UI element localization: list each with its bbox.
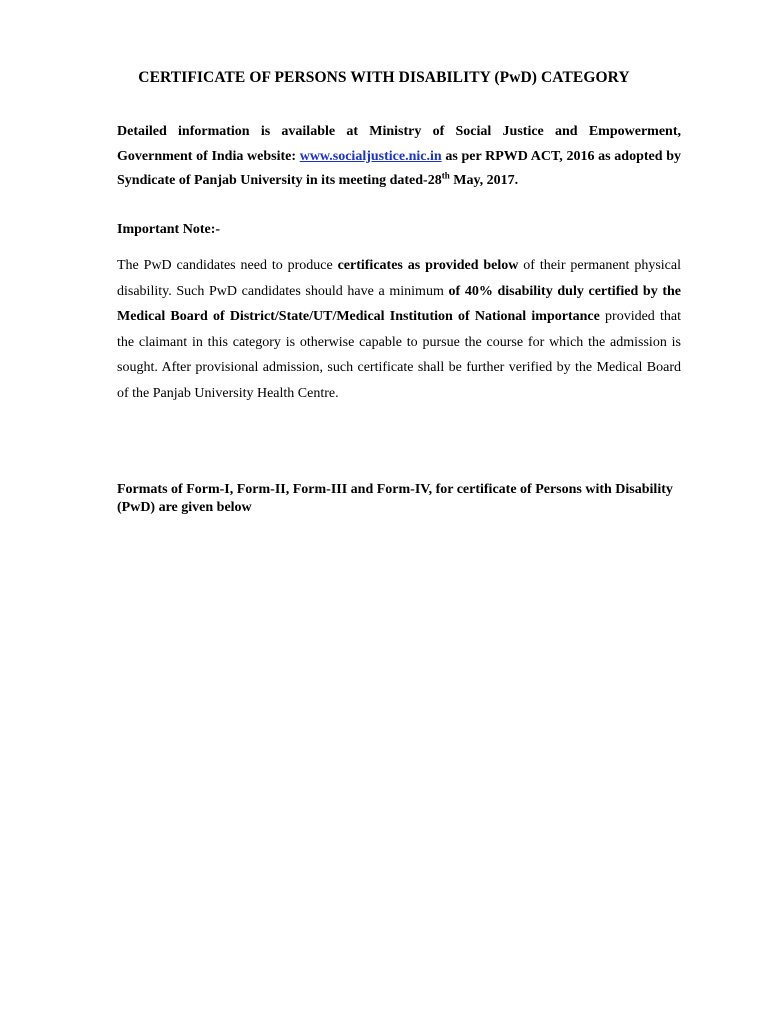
intro-text-part1: Detailed information is available at Ministry of Social Justice and Empowerment, Government of India website: — [117, 124, 681, 164]
note-seg5: provided that the claimant in this category is otherwise capable to pursue the course for which the admission is sought. After provisional admission, such certificate shall be further verified by the Medical Board of the Panjab University Health Centre. — [117, 309, 681, 401]
note-seg2-bold: certificates as provided below — [337, 258, 519, 273]
document-title: CERTIFICATE OF PERSONS WITH DISABILITY (PwD) CATEGORY — [138, 69, 630, 86]
important-note-heading: Important Note:- — [117, 222, 221, 237]
note-seg1: The PwD candidates need to produce — [117, 258, 338, 273]
intro-text-part3: May, 2017. — [449, 173, 519, 188]
important-note-body — [117, 253, 681, 407]
intro-text-part2: as per RPWD ACT, 2016 as adopted by Syndicate of Panjab University in its meeting dated-28 — [117, 148, 681, 188]
date-superscript: th — [441, 170, 450, 181]
note-seg4-bold: of 40% disability duly certified by the Medical Board of District/State/UT/Medical Institution of National importance — [117, 283, 682, 325]
socialjustice-link[interactable]: www.socialjustice.nic.in — [299, 148, 442, 164]
intro-paragraph — [117, 120, 681, 194]
formats-paragraph: Formats of Form-I, Form-II, Form-III and Form-IV, for certificate of Persons with Disability (PwD) are given below — [117, 482, 673, 515]
note-seg3: of their permanent physical disability. Such PwD candidates should have a minimum — [117, 258, 681, 299]
